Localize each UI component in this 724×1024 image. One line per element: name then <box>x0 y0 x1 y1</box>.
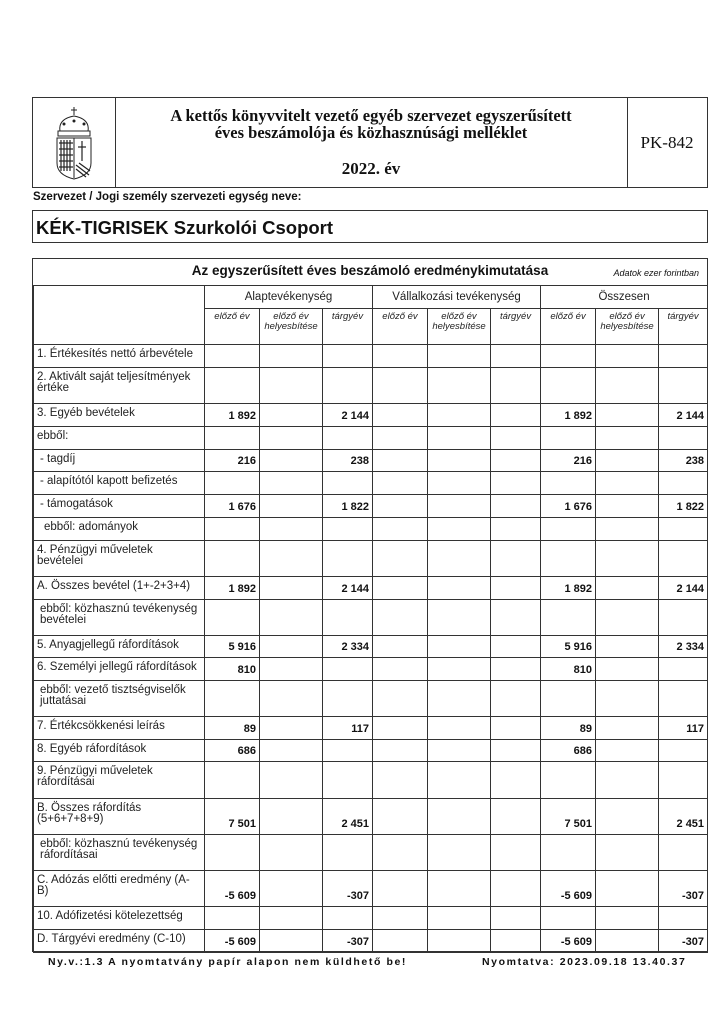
value-cell <box>659 681 708 717</box>
table-title: Az egyszerűsített éves beszámoló eredménykimutatása <box>191 263 549 278</box>
value-cell <box>541 681 596 717</box>
value-cell: -5 609 <box>205 930 260 953</box>
value-cell <box>373 681 428 717</box>
value-cell: 2 144 <box>323 404 373 427</box>
income-statement-grid <box>33 285 708 953</box>
value-cell <box>373 658 428 681</box>
value-cell <box>659 472 708 495</box>
table-row <box>34 658 708 681</box>
value-cell: 1 676 <box>205 495 260 518</box>
value-cell <box>491 404 541 427</box>
form-year: 2022. év <box>341 159 401 178</box>
value-cell: 2 451 <box>323 799 373 835</box>
value-cell: 2 451 <box>659 799 708 835</box>
value-cell <box>205 518 260 541</box>
value-cell <box>541 368 596 404</box>
value-cell <box>596 835 659 871</box>
value-cell <box>373 636 428 658</box>
value-cell <box>205 600 260 636</box>
value-cell <box>491 577 541 600</box>
value-cell <box>428 368 491 404</box>
value-cell: 2 334 <box>659 636 708 658</box>
form-title-line2: éves beszámolója és közhasznúsági melléklet <box>214 123 528 142</box>
sub-header-line2: helyesbítése <box>432 321 486 332</box>
sub-header-line1: előző év <box>382 311 418 322</box>
unit-note: Adatok ezer forintban <box>613 268 699 278</box>
value-cell <box>428 541 491 577</box>
value-cell <box>260 345 323 368</box>
row-label: 4. Pénzügyi műveletek bevételei <box>34 541 205 577</box>
table-row <box>34 717 708 740</box>
value-cell <box>373 541 428 577</box>
row-label: - alapítótól kapott befizetés <box>34 472 205 495</box>
sub-header-line1: előző év <box>550 311 586 322</box>
value-cell <box>323 835 373 871</box>
value-cell <box>205 368 260 404</box>
value-cell <box>323 681 373 717</box>
sub-header-line1: tárgyév <box>667 311 699 322</box>
value-cell: 1 892 <box>205 577 260 600</box>
hungarian-coat-of-arms-icon <box>52 105 96 181</box>
sub-header-line1: tárgyév <box>499 311 532 322</box>
value-cell <box>260 404 323 427</box>
value-cell: 1 892 <box>541 404 596 427</box>
table-row <box>34 404 708 427</box>
value-cell <box>596 871 659 907</box>
value-cell <box>260 762 323 799</box>
group-header-basic: Alaptevékenység <box>205 286 373 309</box>
value-cell <box>659 368 708 404</box>
value-cell <box>373 472 428 495</box>
value-cell <box>541 518 596 541</box>
value-cell <box>323 762 373 799</box>
value-cell <box>428 427 491 450</box>
value-cell <box>428 799 491 835</box>
sub-header-cell <box>491 309 541 345</box>
value-cell <box>541 472 596 495</box>
table-row <box>34 871 708 907</box>
footer-print-timestamp: Nyomtatva: 2023.09.18 13.40.37 <box>482 956 687 968</box>
value-cell <box>596 404 659 427</box>
value-cell <box>541 427 596 450</box>
value-cell <box>491 495 541 518</box>
footer-version-note: Ny.v.:1.3 A nyomtatvány papír alapon nem küldhető be! <box>48 956 408 968</box>
value-cell <box>260 636 323 658</box>
row-label: A. Összes bevétel (1+-2+3+4) <box>34 577 205 600</box>
value-cell <box>373 835 428 871</box>
row-label: B. Összes ráfordítás (5+6+7+8+9) <box>34 799 205 835</box>
value-cell <box>491 636 541 658</box>
group-header-total: Összesen <box>541 286 708 309</box>
value-cell <box>491 740 541 762</box>
row-label: ebből: közhasznú tevékenység ráfordításai <box>34 835 205 871</box>
table-row <box>34 495 708 518</box>
value-cell <box>428 518 491 541</box>
value-cell <box>491 472 541 495</box>
value-cell <box>260 740 323 762</box>
value-cell: 5 916 <box>205 636 260 658</box>
table-row <box>34 762 708 799</box>
value-cell <box>596 518 659 541</box>
value-cell <box>373 404 428 427</box>
row-label: C. Adózás előtti eredmény (A-B) <box>34 871 205 907</box>
value-cell <box>596 541 659 577</box>
table-row <box>34 740 708 762</box>
value-cell <box>491 871 541 907</box>
row-label: - tagdíj <box>34 450 205 472</box>
value-cell <box>491 835 541 871</box>
value-cell <box>596 762 659 799</box>
table-row <box>34 472 708 495</box>
value-cell <box>428 871 491 907</box>
table-row <box>34 835 708 871</box>
label-header-cell <box>34 286 205 345</box>
value-cell: 2 144 <box>659 404 708 427</box>
value-cell <box>205 762 260 799</box>
row-label: ebből: közhasznú tevékenység bevételei <box>34 600 205 636</box>
value-cell <box>491 717 541 740</box>
value-cell <box>260 472 323 495</box>
value-cell: -307 <box>323 930 373 953</box>
value-cell <box>260 495 323 518</box>
sub-header-line1: előző év <box>214 311 250 322</box>
value-cell <box>541 345 596 368</box>
value-cell <box>596 681 659 717</box>
group-header-business: Vállalkozási tevékenység <box>373 286 541 309</box>
value-cell <box>428 907 491 930</box>
value-cell <box>491 345 541 368</box>
value-cell <box>491 658 541 681</box>
value-cell: 7 501 <box>205 799 260 835</box>
value-cell <box>373 907 428 930</box>
value-cell <box>323 541 373 577</box>
value-cell <box>260 681 323 717</box>
value-cell <box>541 835 596 871</box>
row-label: 2. Aktivált saját teljesítmények értéke <box>34 368 205 404</box>
form-header <box>32 97 708 188</box>
value-cell <box>373 345 428 368</box>
value-cell <box>323 518 373 541</box>
value-cell: 686 <box>205 740 260 762</box>
value-cell: 238 <box>659 450 708 472</box>
value-cell <box>659 835 708 871</box>
value-cell <box>428 345 491 368</box>
value-cell <box>659 658 708 681</box>
value-cell <box>596 907 659 930</box>
value-cell <box>596 427 659 450</box>
value-cell: -5 609 <box>541 871 596 907</box>
value-cell <box>491 518 541 541</box>
value-cell <box>373 717 428 740</box>
value-cell: 117 <box>323 717 373 740</box>
table-row <box>34 345 708 368</box>
value-cell <box>491 907 541 930</box>
value-cell <box>596 600 659 636</box>
value-cell <box>428 717 491 740</box>
sub-header-cell <box>541 309 596 345</box>
value-cell: 810 <box>205 658 260 681</box>
value-cell: 810 <box>541 658 596 681</box>
value-cell <box>260 427 323 450</box>
value-cell: 89 <box>541 717 596 740</box>
value-cell <box>428 404 491 427</box>
value-cell <box>323 345 373 368</box>
value-cell <box>596 799 659 835</box>
sub-header-cell <box>205 309 260 345</box>
value-cell: 686 <box>541 740 596 762</box>
value-cell <box>541 541 596 577</box>
value-cell <box>659 740 708 762</box>
value-cell: 1 822 <box>659 495 708 518</box>
income-statement-table <box>32 258 708 952</box>
sub-header-line2: helyesbítése <box>600 321 654 332</box>
sub-header-line1: előző év <box>273 311 309 322</box>
value-cell <box>205 907 260 930</box>
value-cell <box>491 600 541 636</box>
value-cell <box>659 907 708 930</box>
value-cell: -5 609 <box>541 930 596 953</box>
value-cell <box>323 368 373 404</box>
value-cell <box>260 871 323 907</box>
row-label: ebből: <box>34 427 205 450</box>
table-row <box>34 450 708 472</box>
value-cell: 216 <box>205 450 260 472</box>
value-cell <box>373 930 428 953</box>
value-cell <box>260 930 323 953</box>
value-cell: 89 <box>205 717 260 740</box>
row-label: 5. Anyagjellegű ráfordítások <box>34 636 205 658</box>
value-cell <box>428 636 491 658</box>
row-label: ebből: vezető tisztségviselők juttatásai <box>34 681 205 717</box>
value-cell <box>659 600 708 636</box>
value-cell <box>491 541 541 577</box>
value-cell <box>541 762 596 799</box>
form-title-line1: A kettős könyvvitelt vezető egyéb szervezet egyszerűsített <box>170 106 572 125</box>
value-cell <box>428 740 491 762</box>
value-cell <box>491 762 541 799</box>
value-cell <box>659 427 708 450</box>
sub-header-cell <box>373 309 428 345</box>
table-row <box>34 518 708 541</box>
value-cell <box>428 681 491 717</box>
value-cell <box>205 345 260 368</box>
value-cell <box>596 345 659 368</box>
table-row <box>34 541 708 577</box>
value-cell: 238 <box>323 450 373 472</box>
sub-header-line2: helyesbítése <box>264 321 318 332</box>
row-label: - támogatások <box>34 495 205 518</box>
value-cell <box>428 762 491 799</box>
value-cell <box>596 472 659 495</box>
value-cell <box>491 427 541 450</box>
value-cell <box>596 636 659 658</box>
value-cell: 5 916 <box>541 636 596 658</box>
value-cell <box>428 450 491 472</box>
table-row <box>34 600 708 636</box>
value-cell <box>373 495 428 518</box>
value-cell <box>323 427 373 450</box>
table-row <box>34 636 708 658</box>
value-cell <box>205 541 260 577</box>
value-cell <box>373 762 428 799</box>
value-cell <box>596 658 659 681</box>
row-label: 3. Egyéb bevételek <box>34 404 205 427</box>
value-cell <box>260 518 323 541</box>
form-title <box>115 98 628 187</box>
value-cell <box>260 717 323 740</box>
value-cell <box>428 495 491 518</box>
sub-header-cell <box>260 309 323 345</box>
table-row <box>34 577 708 600</box>
table-title-row <box>33 259 707 286</box>
value-cell <box>596 495 659 518</box>
value-cell <box>205 427 260 450</box>
value-cell <box>428 835 491 871</box>
value-cell <box>260 658 323 681</box>
row-label: 7. Értékcsökkenési leírás <box>34 717 205 740</box>
value-cell: -5 609 <box>205 871 260 907</box>
value-cell <box>323 600 373 636</box>
sub-header-cell <box>659 309 708 345</box>
value-cell <box>373 871 428 907</box>
value-cell: -307 <box>659 871 708 907</box>
value-cell <box>323 658 373 681</box>
row-label: 8. Egyéb ráfordítások <box>34 740 205 762</box>
row-label: 10. Adófizetési kötelezettség <box>34 907 205 930</box>
value-cell <box>491 450 541 472</box>
form-code: PK-842 <box>640 132 694 152</box>
group-header-row <box>34 286 708 309</box>
row-label: D. Tárgyévi eredmény (C-10) <box>34 930 205 953</box>
value-cell <box>205 835 260 871</box>
table-row <box>34 427 708 450</box>
value-cell <box>428 658 491 681</box>
value-cell <box>260 799 323 835</box>
value-cell <box>596 368 659 404</box>
value-cell: 117 <box>659 717 708 740</box>
value-cell <box>659 762 708 799</box>
value-cell: 2 144 <box>659 577 708 600</box>
table-row <box>34 799 708 835</box>
sub-header-line1: tárgyév <box>331 311 364 322</box>
row-label: 9. Pénzügyi műveletek ráfordításai <box>34 762 205 799</box>
value-cell <box>491 368 541 404</box>
value-cell <box>541 600 596 636</box>
value-cell <box>323 740 373 762</box>
value-cell <box>596 450 659 472</box>
sub-header-line1: előző év <box>609 311 645 322</box>
value-cell: 1 892 <box>205 404 260 427</box>
value-cell <box>373 600 428 636</box>
row-label: ebből: adományok <box>34 518 205 541</box>
value-cell <box>260 600 323 636</box>
table-row <box>34 907 708 930</box>
table-row <box>34 681 708 717</box>
sub-header-line1: előző év <box>441 311 477 322</box>
value-cell <box>323 472 373 495</box>
table-row <box>34 930 708 953</box>
value-cell <box>373 518 428 541</box>
value-cell <box>596 930 659 953</box>
organization-label: Szervezet / Jogi személy szervezeti egység neve: <box>33 191 302 203</box>
value-cell <box>596 717 659 740</box>
value-cell <box>373 450 428 472</box>
value-cell <box>260 907 323 930</box>
value-cell: 1 822 <box>323 495 373 518</box>
value-cell <box>428 577 491 600</box>
value-cell <box>596 577 659 600</box>
sub-header-cell <box>428 309 491 345</box>
value-cell: 1 892 <box>541 577 596 600</box>
value-cell <box>541 907 596 930</box>
value-cell: -307 <box>659 930 708 953</box>
value-cell <box>373 368 428 404</box>
value-cell <box>491 799 541 835</box>
value-cell <box>205 681 260 717</box>
value-cell <box>659 518 708 541</box>
value-cell: 7 501 <box>541 799 596 835</box>
value-cell <box>260 368 323 404</box>
sub-header-cell <box>323 309 373 345</box>
value-cell <box>491 681 541 717</box>
coat-of-arms-cell <box>33 98 116 187</box>
table-row <box>34 368 708 404</box>
value-cell <box>428 930 491 953</box>
value-cell: 1 676 <box>541 495 596 518</box>
value-cell <box>373 427 428 450</box>
value-cell <box>373 740 428 762</box>
sub-header-cell <box>596 309 659 345</box>
value-cell: 216 <box>541 450 596 472</box>
value-cell <box>373 577 428 600</box>
value-cell <box>260 577 323 600</box>
value-cell <box>260 450 323 472</box>
value-cell <box>596 740 659 762</box>
value-cell <box>659 541 708 577</box>
value-cell <box>260 541 323 577</box>
value-cell <box>323 907 373 930</box>
value-cell <box>428 472 491 495</box>
value-cell <box>428 600 491 636</box>
row-label: 1. Értékesítés nettó árbevétele <box>34 345 205 368</box>
value-cell <box>373 799 428 835</box>
value-cell <box>260 835 323 871</box>
value-cell: 2 334 <box>323 636 373 658</box>
value-cell: 2 144 <box>323 577 373 600</box>
value-cell: -307 <box>323 871 373 907</box>
value-cell <box>491 930 541 953</box>
row-label: 6. Személyi jellegű ráfordítások <box>34 658 205 681</box>
value-cell <box>659 345 708 368</box>
organization-name: KÉK-TIGRISEK Szurkolói Csoport <box>32 210 708 243</box>
value-cell <box>205 472 260 495</box>
